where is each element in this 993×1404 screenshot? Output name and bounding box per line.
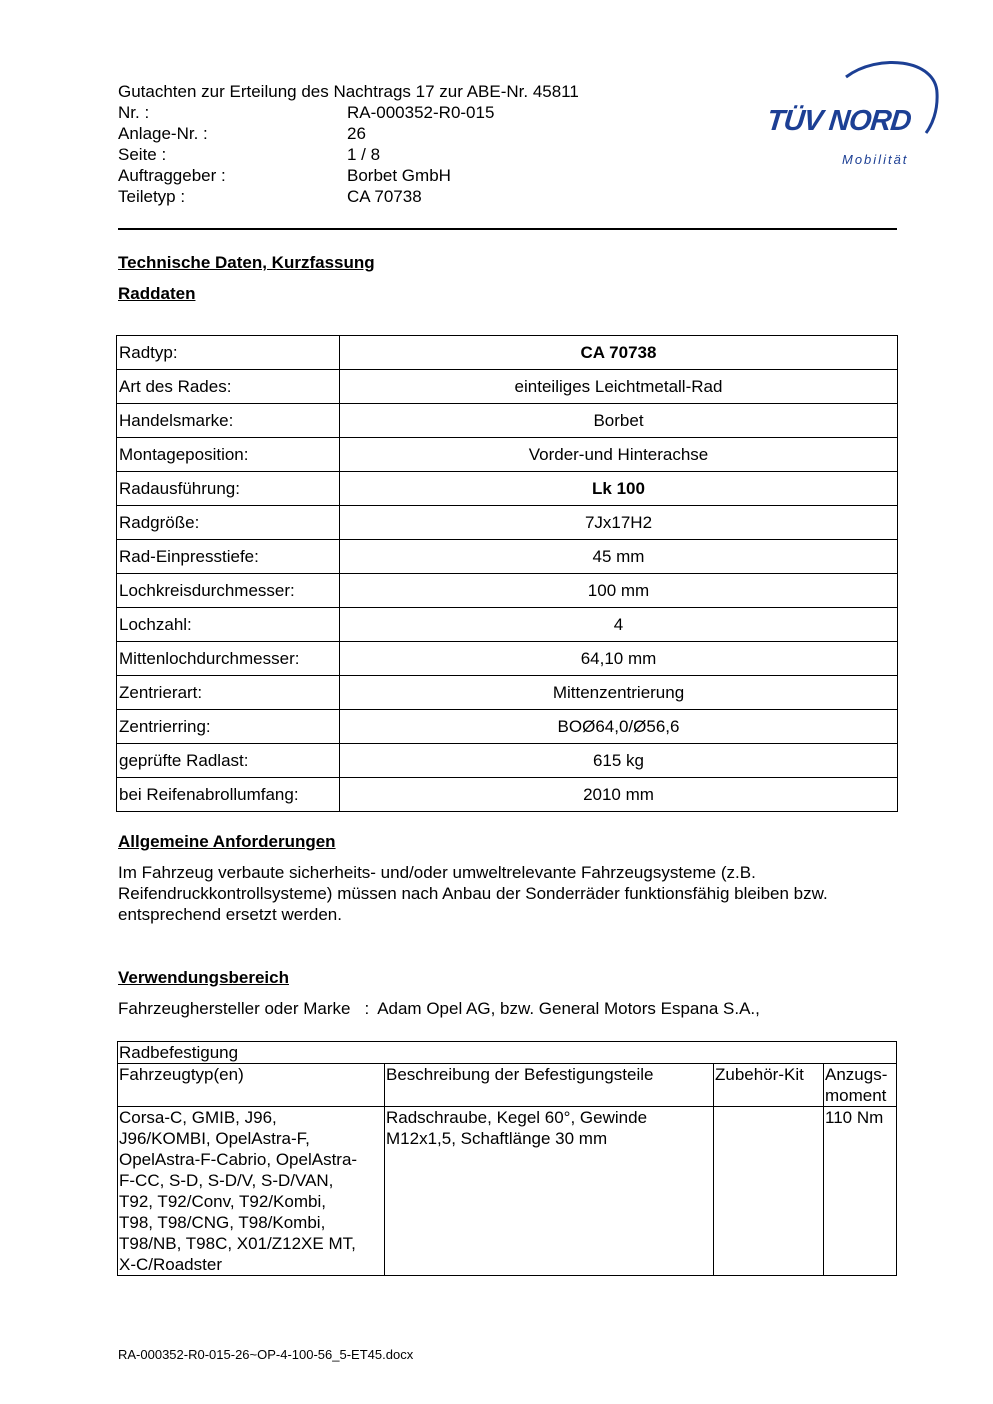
table-row (117, 472, 898, 506)
cell-value: 4 (340, 608, 898, 642)
header-row-seite (118, 144, 618, 165)
header-row-anlage (118, 123, 618, 144)
cell-value: 615 kg (340, 744, 898, 778)
cell-value: 64,10 mm (340, 642, 898, 676)
cell-label: Handelsmarke: (117, 404, 340, 438)
header-row-teiletyp (118, 186, 618, 207)
table-row (117, 642, 898, 676)
cell-label: Zentrierart: (117, 676, 340, 710)
cell-label: Zentrierring: (117, 710, 340, 744)
usage-separator: : (364, 999, 370, 1018)
cell-label: Art des Rades: (117, 370, 340, 404)
footer-filename: RA-000352-R0-015-26~OP-4-100-56_5-ET45.docx (118, 1347, 414, 1362)
cell-value: 45 mm (340, 540, 898, 574)
table-row (117, 370, 898, 404)
table-header-row (118, 1064, 897, 1107)
paragraph-line: entsprechend ersetzt werden. (118, 905, 342, 924)
tuv-nord-logo (760, 55, 945, 175)
header-value: Borbet GmbH (347, 166, 451, 185)
header-row-auftraggeber (118, 165, 618, 186)
cell-label: Rad-Einpresstiefe: (117, 540, 340, 574)
description-line: M12x1,5, Schaftlänge 30 mm (386, 1129, 608, 1148)
type-line: X-C/Roadster (119, 1255, 222, 1274)
type-line: J96/KOMBI, OpelAstra-F, (119, 1129, 310, 1148)
header-label: Nr. : (118, 103, 150, 122)
cell-label: Mittenlochdurchmesser: (117, 642, 340, 676)
header-zubehoer-kit: Zubehör-Kit (714, 1064, 824, 1107)
radbefestigung-table (117, 1041, 897, 1276)
header-label: Anlage-Nr. : (118, 124, 208, 143)
cell-fahrzeugtypen (118, 1107, 385, 1276)
anforderungen-paragraph (118, 862, 908, 925)
table-row (117, 574, 898, 608)
cell-label: Montageposition: (117, 438, 340, 472)
table-row (117, 404, 898, 438)
type-line: T98, T98/CNG, T98/Kombi, (119, 1213, 326, 1232)
header-divider (118, 228, 897, 230)
raddaten-table (116, 335, 898, 812)
table-row (117, 744, 898, 778)
cell-value: BOØ64,0/Ø56,6 (340, 710, 898, 744)
table-row (117, 506, 898, 540)
header-label: Auftraggeber : (118, 166, 226, 185)
header-info (118, 102, 618, 207)
section-heading-raddaten: Raddaten (118, 284, 196, 303)
cell-label: Radtyp: (117, 336, 340, 370)
table-title: Radbefestigung (118, 1042, 897, 1064)
usage-value: Adam Opel AG, bzw. General Motors Espana S.A., (377, 999, 760, 1018)
table-title-row (118, 1042, 897, 1064)
header-value: RA-000352-R0-015 (347, 103, 495, 122)
header-anzugsmoment (824, 1064, 897, 1107)
section-heading-main: Technische Daten, Kurzfassung (118, 253, 375, 272)
type-line: OpelAstra-F-Cabrio, OpelAstra- (119, 1150, 358, 1169)
cell-beschreibung (385, 1107, 714, 1276)
cell-label: geprüfte Radlast: (117, 744, 340, 778)
table-row (117, 710, 898, 744)
header-row-nr (118, 102, 618, 123)
cell-label: bei Reifenabrollumfang: (117, 778, 340, 812)
cell-value: CA 70738 (340, 336, 898, 370)
cell-label: Radgröße: (117, 506, 340, 540)
cell-anzugsmoment: 110 Nm (824, 1107, 897, 1276)
document-title: Gutachten zur Erteilung des Nachtrags 17 zur ABE-Nr. 45811 (118, 82, 579, 101)
table-row (117, 676, 898, 710)
usage-label: Fahrzeughersteller oder Marke (118, 999, 351, 1018)
cell-label: Lochkreisdurchmesser: (117, 574, 340, 608)
cell-value: Mittenzentrierung (340, 676, 898, 710)
type-line: F-CC, S-D, S-D/V, S-D/VAN, (119, 1171, 334, 1190)
table-row (117, 438, 898, 472)
table-row (117, 778, 898, 812)
header-beschreibung: Beschreibung der Befestigungsteile (385, 1064, 714, 1107)
paragraph-line: Reifendruckkontrollsysteme) müssen nach Anbau der Sonderräder funktionsfähig bleiben bzw. (118, 884, 828, 903)
cell-zubehoer-kit (714, 1107, 824, 1276)
header-line: Anzugs- (825, 1065, 888, 1084)
type-line: T92, T92/Conv, T92/Kombi, (119, 1192, 326, 1211)
header-fahrzeugtyp: Fahrzeugtyp(en) (118, 1064, 385, 1107)
cell-value: Borbet (340, 404, 898, 438)
header-value: 26 (347, 124, 366, 143)
paragraph-line: Im Fahrzeug verbaute sicherheits- und/oder umweltrelevante Fahrzeugsysteme (z.B. (118, 863, 756, 882)
cell-value: 7Jx17H2 (340, 506, 898, 540)
cell-value: einteiliges Leichtmetall-Rad (340, 370, 898, 404)
section-heading-verwendung: Verwendungsbereich (118, 968, 289, 987)
cell-value: Vorder-und Hinterachse (340, 438, 898, 472)
table-row (117, 608, 898, 642)
header-value: 1 / 8 (347, 145, 381, 164)
table-row (118, 1107, 897, 1276)
usage-line (118, 998, 760, 1019)
cell-label: Lochzahl: (117, 608, 340, 642)
logo-wordmark: TÜV NORD (765, 105, 913, 137)
header-value: CA 70738 (347, 187, 422, 206)
cell-value: 100 mm (340, 574, 898, 608)
table-row (117, 336, 898, 370)
type-line: T98/NB, T98C, X01/Z12XE MT, (119, 1234, 356, 1253)
cell-label: Radausführung: (117, 472, 340, 506)
section-heading-anforderungen: Allgemeine Anforderungen (118, 832, 336, 851)
header-line: moment (825, 1086, 887, 1105)
header-label: Teiletyp : (118, 187, 186, 206)
header-label: Seite : (118, 145, 167, 164)
description-line: Radschraube, Kegel 60°, Gewinde (386, 1108, 648, 1127)
type-line: Corsa-C, GMIB, J96, (119, 1108, 277, 1127)
table-row (117, 540, 898, 574)
cell-value: 2010 mm (340, 778, 898, 812)
cell-value: Lk 100 (340, 472, 898, 506)
logo-subtitle: Mobilität (842, 152, 909, 167)
